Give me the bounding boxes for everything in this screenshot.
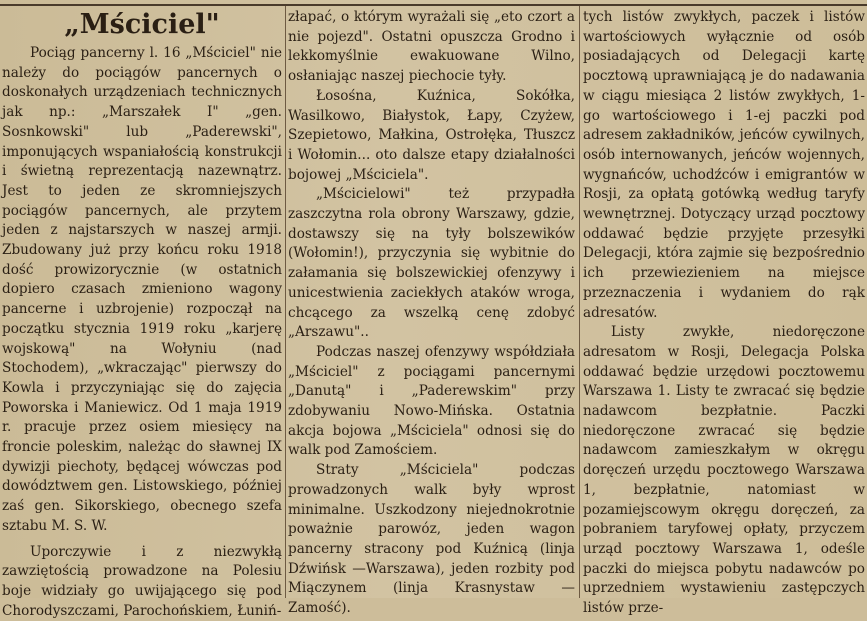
article-column-1 (2, 8, 282, 619)
column-divider (579, 6, 580, 598)
paragraph: Podczas naszej ofenzywy współdziała „Mściciel" z pociągami pancernymi „Danutą" i „Paderewskim" przy zdobywaniu Nowo-Mińska. Ostatnia akcja bojowa „Mściciela" odnosi się do walk pod Zamościem. (288, 343, 575, 459)
paragraph: Uporczywie i z niezwykłą zawziętością prowadzone na Polesiu boje widziały go uwijającego się pod Chorodyszczami, Parochońskiem, Łuniń- (2, 543, 282, 619)
article-title: „Mściciel" (64, 9, 220, 40)
paragraph: „Mścicielowi" też przypadła zaszczytna rola obrony Warszawy, gdzie, dostawszy się na tyły bolszewików (Wołomin!), przyczynia się wybitnie do załamania się bolszewickiej ofenzywy i unicestwienia zaciekłych ataków wroga, chcącego za wszelką cenę zdobyć „Arszawu".. (288, 186, 575, 341)
paragraph: Pociąg pancerny l. 16 „Mściciel" nie należy do pociągów pancernych o doskonałych urządzeniach technicznych jak np.: „Marszałek I" „gen. Sosnkowski" lub „Paderewski", imponujących wspaniałością konstrukcji i świetną reprezentacją nazewnątrz. Jest to jeden ze skromniejszych pociągów pancernych, ale przytem jeden z najstarszych w naszej armji. Zbudowany już przy końcu roku 1918 dość prowizorycznie (w ostatnich dopiero czasach zmieniono wagony pancerne i uzbrojenie) rozpoczął na początku stycznia 1919 roku „karjerę wojskową" na Wołyniu (nad Stochodem), „wkraczając" pierwszy do Kowla i przyczyniając się do zajęcia Poworska i Maniewicz. Od 1 maja 1919 r. pracuje przez osiem miesięcy na froncie poleskim, należąc do sławnej IX dywizji piechoty, będącej wówczas pod dowództwem gen. Listowskiego, później zaś gen. Sikorskiego, obecnego szefa sztabu M. S. W. (2, 45, 282, 534)
paragraph: Listy zwykłe, niedoręczone adresatom w Rosji, Delegacja Polska oddawać będzie urzędowi pocztowemu Warszawa 1. Listy te zwracać się będzie nadawcom bezpłatnie. Paczki niedoręczone zwracać się będzie nadawcom zamieszkałym w okręgu doręczeń urzędu pocztowego Warszawa 1, bezpłatnie, natomiast w pozamiejscowym okręgu doręczeń, za pobraniem taryfowej opłaty, przyczem urząd pocztowy Warszawa 1, odeśle paczki do miejsca pobytu nadawców po uprzedniem wystawieniu zastępczych listów prze- (583, 324, 865, 617)
article-column-3 (583, 8, 866, 617)
article-column-2 (288, 8, 575, 617)
paragraph: Łosośna, Kuźnica, Sokółka, Wasilkowo, Białystok, Łapy, Czyżew, Szepietowo, Małkina, Ostrołęka, Tłuszcz i Wołomin... oto dalsze etapy działalności bojowej „Mściciela". (288, 87, 575, 183)
top-rule (0, 4, 867, 6)
paragraph: Straty „Mściciela" podczas prowadzonych walk były wprost minimalne. Uszkodzony niejednokrotnie poważnie parowóz, jeden wagon pancerny stracony pod Kuźnicą (linja Dźwińsk —Warszawa), jeden rozbity pod Miączynem (linja Krasnystaw — Zamość). (288, 462, 575, 617)
paragraph: tych listów zwykłych, paczek i listów wartościowych wyłącznie od osób posiadających od Delegacji kartę pocztową uprawniającą je do nadawania w ciągu miesiąca 2 listów zwykłych, 1-go wartościowego i 1-ej paczki pod adresem zakładników, jeńców cywilnych, osób internowanych, jeńców wojennych, wygnańców, uchodźców i emigrantów w Rosji, za opłatą gotówką według taryfy wewnętrznej. Dotyczący urząd pocztowy oddawać będzie przyjęte przesyłki Delegacji, która zajmie się bezpośrednio ich przewiezieniem na miejsce przeznaczenia i wydaniem do rąk adresatów. (583, 9, 866, 321)
column-divider (285, 6, 286, 598)
paragraph: złapać, o którym wyrażali się „eto czort a nie pojezd". Ostatni opuszcza Grodno i lekkomyślnie ewakuowane Wilno, osłaniając naszej piechocie tyły. (288, 9, 575, 85)
